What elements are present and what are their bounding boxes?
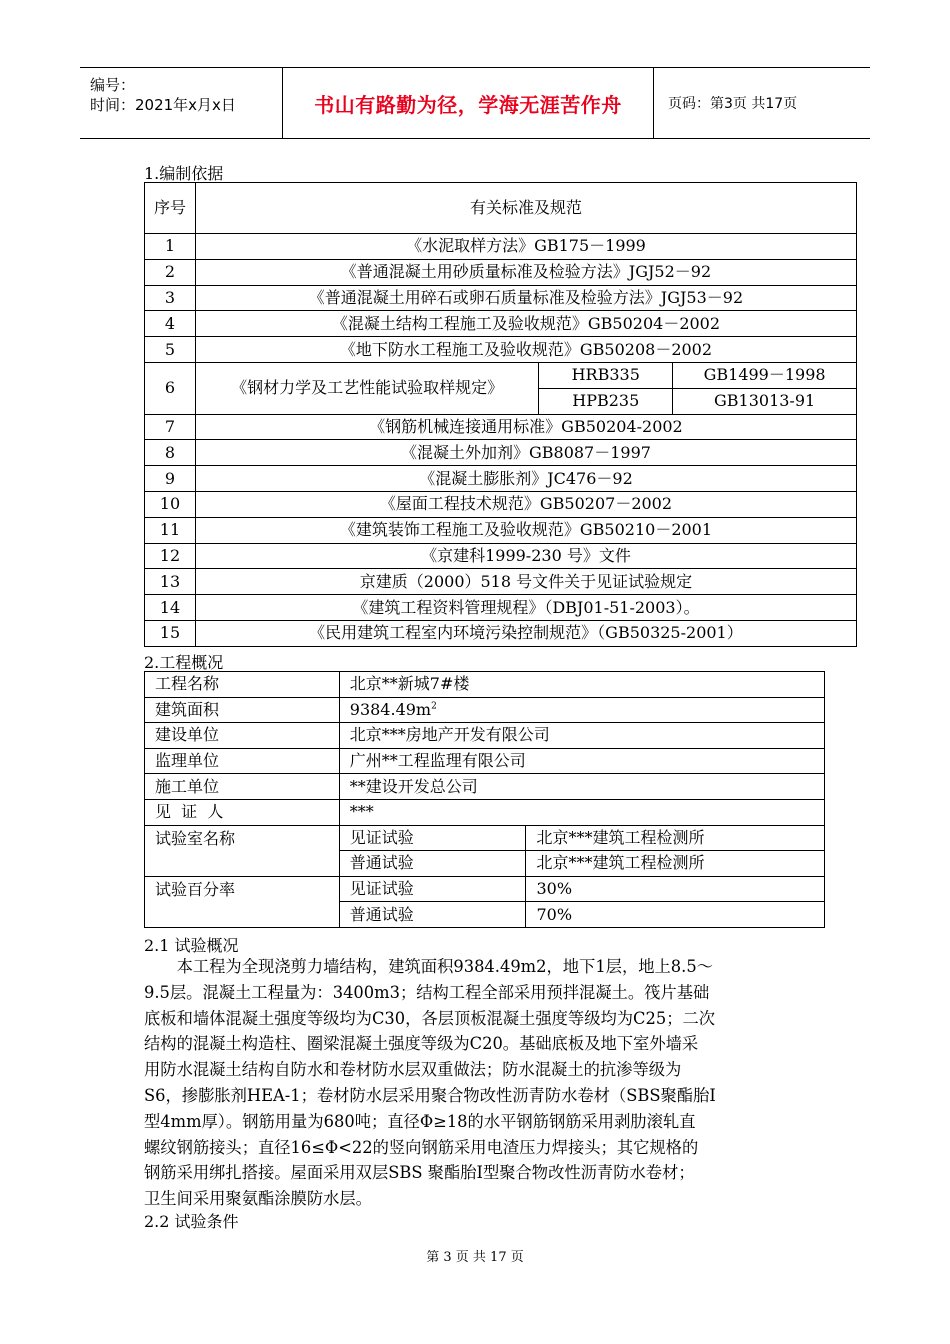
paragraph-line: 结构的混凝土构造柱、圈梁混凝土强度等级为C20。基础底板及地下室外墙采 (144, 1034, 699, 1054)
row-text: 《京建科1999-230 号》文件 (195, 543, 856, 569)
row-no: 10 (145, 491, 196, 517)
field-value: **建设开发总公司 (339, 774, 824, 800)
field-value: 北京***建筑工程检测所 (526, 851, 825, 877)
area-unit-sup: 2 (431, 701, 437, 712)
test-overview-paragraph (144, 954, 804, 1212)
row-no: 14 (145, 595, 196, 621)
row-text: 《建筑装饰工程施工及验收规范》GB50210－2001 (195, 517, 856, 543)
row-text: 《混凝土膨胀剂》JC476－92 (195, 466, 856, 492)
section22-title: 2.2 试验条件 (144, 1212, 239, 1231)
row-no: 1 (145, 234, 196, 260)
table-row (145, 234, 857, 260)
project-overview-table (144, 671, 825, 928)
field-label: 见 证 人 (145, 799, 340, 825)
page-header (80, 67, 870, 139)
row-no: 9 (145, 466, 196, 492)
paragraph-line: 用防水混凝土结构自防水和卷材防水层双重做法；防水混凝土的抗渗等级为 (144, 1060, 682, 1080)
header-meta (80, 68, 283, 138)
col-header-no: 序号 (145, 183, 196, 234)
table-row (145, 748, 825, 774)
row-no: 2 (145, 259, 196, 285)
paragraph-line: S6，掺膨胀剂HEA-1；卷材防水层采用聚合物改性沥青防水卷材（SBS聚酯胎Ⅰ (144, 1085, 716, 1105)
row-text: 《民用建筑工程室内环境污染控制规范》（GB50325-2001） (195, 620, 856, 646)
field-label: 试验百分率 (145, 876, 340, 927)
field-value (339, 697, 824, 723)
doc-date: 时间：2021年x月x日 (90, 96, 236, 114)
field-value: 广州**工程监理有限公司 (339, 748, 824, 774)
row-no: 11 (145, 517, 196, 543)
table-row (145, 285, 857, 311)
steel-grade: HRB335 (539, 362, 673, 388)
field-value: 70% (526, 902, 825, 928)
sub-label: 见证试验 (339, 825, 526, 851)
page-footer: 第 3 页 共 17 页 (426, 1250, 524, 1265)
header-page-info: 页码：第3页 共17页 (668, 96, 798, 112)
field-value: 北京**新城7#楼 (339, 672, 824, 698)
field-label: 监理单位 (145, 748, 340, 774)
row-no: 4 (145, 311, 196, 337)
field-value: 北京***建筑工程检测所 (526, 825, 825, 851)
row-text: 《钢筋机械连接通用标准》GB50204-2002 (195, 414, 856, 440)
table-row (145, 620, 857, 646)
paragraph-line: 底板和墙体混凝土强度等级均为C30，各层顶板混凝土强度等级均为C25；二次 (144, 1008, 716, 1028)
field-label: 建设单位 (145, 723, 340, 749)
table-row (145, 362, 857, 388)
field-label: 建筑面积 (145, 697, 340, 723)
table-header-row (145, 183, 857, 234)
paragraph-line: 本工程为全现浇剪力墙结构，建筑面积9384.49m2，地下1层，地上8.5～ (144, 957, 713, 976)
field-label: 施工单位 (145, 774, 340, 800)
col-header-standard: 有关标准及规范 (195, 183, 856, 234)
table-row (145, 440, 857, 466)
steel-grade: HPB235 (539, 388, 673, 414)
row-text: 《普通混凝土用砂质量标准及检验方法》JGJ52－92 (195, 259, 856, 285)
table-row (145, 466, 857, 492)
table-row (145, 491, 857, 517)
paragraph-line: 型4mm厚）。钢筋用量为680吨；直径Φ≥18的水平钢筋钢筋采用剥肋滚轧直 (144, 1111, 696, 1131)
table-row (145, 799, 825, 825)
section21-title: 2.1 试验概况 (144, 936, 239, 955)
doc-number-label: 编号： (90, 76, 136, 94)
area-value: 9384.49m (349, 699, 432, 719)
row-text: 《建筑工程资料管理规程》（DBJ01-51-2003）。 (195, 595, 856, 621)
field-value: *** (339, 799, 824, 825)
row-text: 京建质（2000）518 号文件关于见证试验规定 (195, 569, 856, 595)
steel-standard: GB1499－1998 (673, 362, 857, 388)
field-label: 工程名称 (145, 672, 340, 698)
row-no: 3 (145, 285, 196, 311)
row-text: 《混凝土外加剂》GB8087－1997 (195, 440, 856, 466)
field-label: 试验室名称 (145, 825, 340, 876)
section2-title: 2.工程概况 (144, 653, 224, 672)
row-no: 15 (145, 620, 196, 646)
sub-label: 普通试验 (339, 902, 526, 928)
row-no: 13 (145, 569, 196, 595)
row-no: 6 (145, 362, 196, 414)
table-row (145, 825, 825, 851)
table-row (145, 569, 857, 595)
reference-table (144, 182, 857, 647)
field-value: 30% (526, 876, 825, 902)
table-row (145, 337, 857, 363)
table-row (145, 672, 825, 698)
section1-title: 1.编制依据 (144, 164, 224, 183)
row-text: 《水泥取样方法》GB175－1999 (195, 234, 856, 260)
header-motto: 书山有路勤为径，学海无涯苦作舟 (283, 68, 654, 138)
table-row (145, 543, 857, 569)
table-row (145, 517, 857, 543)
sub-label: 见证试验 (339, 876, 526, 902)
row-text: 《钢材力学及工艺性能试验取样规定》 (195, 362, 538, 414)
row-no: 12 (145, 543, 196, 569)
row-no: 8 (145, 440, 196, 466)
paragraph-line: 卫生间采用聚氨酯涂膜防水层。 (144, 1189, 372, 1209)
paragraph-line: 螺纹钢筋接头；直径16≤Φ<22的竖向钢筋采用电渣压力焊接头；其它规格的 (144, 1137, 699, 1157)
table-row (145, 876, 825, 902)
row-text: 《混凝土结构工程施工及验收规范》GB50204－2002 (195, 311, 856, 337)
row-no: 5 (145, 337, 196, 363)
sub-label: 普通试验 (339, 851, 526, 877)
table-row (145, 723, 825, 749)
row-text: 《地下防水工程施工及验收规范》GB50208－2002 (195, 337, 856, 363)
table-row (145, 414, 857, 440)
table-row (145, 595, 857, 621)
field-value: 北京***房地产开发有限公司 (339, 723, 824, 749)
table-row (145, 259, 857, 285)
paragraph-line: 9.5层。混凝土工程量为：3400m3；结构工程全部采用预拌混凝土。筏片基础 (144, 982, 710, 1002)
table-row (145, 774, 825, 800)
row-text: 《屋面工程技术规范》GB50207－2002 (195, 491, 856, 517)
row-no: 7 (145, 414, 196, 440)
table-row (145, 311, 857, 337)
table-row (145, 697, 825, 723)
steel-standard: GB13013-91 (673, 388, 857, 414)
paragraph-line: 钢筋采用绑扎搭接。屋面采用双层SBS 聚酯胎Ⅰ型聚合物改性沥青防水卷材； (144, 1163, 695, 1183)
row-text: 《普通混凝土用碎石或卵石质量标准及检验方法》JGJ53－92 (195, 285, 856, 311)
